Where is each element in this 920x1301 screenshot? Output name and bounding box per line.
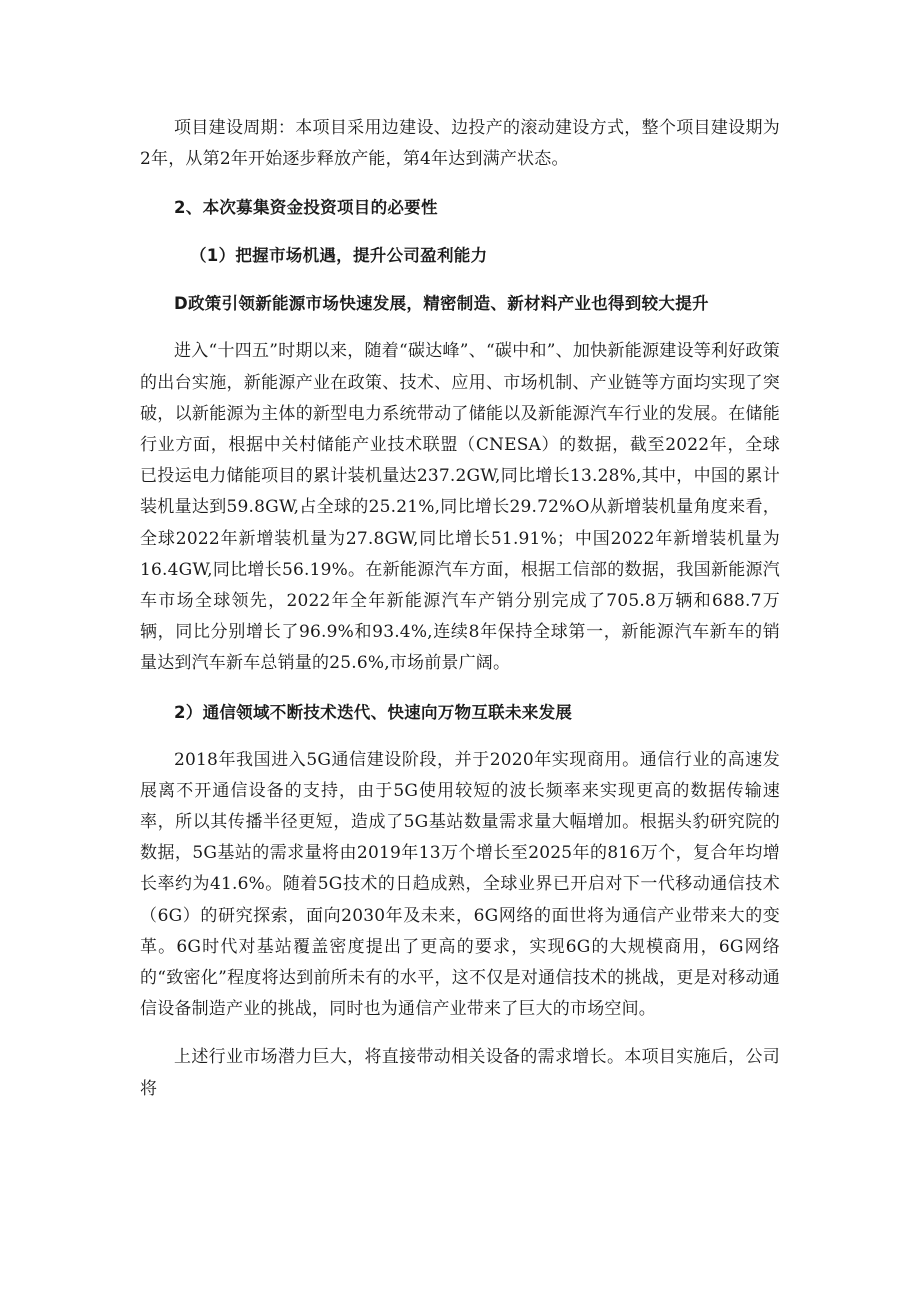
new-energy-paragraph: 进入“十四五”时期以来，随着“碳达峰”、“碳中和”、加快新能源建设等利好政策的出台实施，新能源产业在政策、技术、应用、市场机制、产业链等方面均实现了突破，以新能源为主体的新型电力系统带动了储能以及新能源汽车行业的发展。在储能行业方面，根据中关村储能产业技术联盟（CNESA）的数据，截至2022年，全球已投运电力储能项目的累计装机量达237.2GW,同比增长13.28%,其中，中国的累计装机量达到59.8GW,占全球的25.21%,同比增长29.72%O从新增装机量角度来看，全球2022年新增装机量为27.8GW,同比增长51.91%；中国2022年新增装机量为16.4GW,同比增长56.19%。在新能源汽车方面，根据工信部的数据，我国新能源汽车市场全球领先，2022年全年新能源汽车产销分别完成了705.8万辆和688.7万辆，同比分别增长了96.9%和93.4%,连续8年保持全球第一，新能源汽车新车的销量达到汽车新车总销量的25.6%,市场前景广阔。 xyxy=(140,341,780,674)
market-opportunity-heading: （1）把握市场机遇，提升公司盈利能力 xyxy=(190,246,488,266)
telecom-heading: 2）通信领域不断技术迭代、快速向万物互联未来发展 xyxy=(174,702,573,722)
construction-period-paragraph: 项目建设周期：本项目采用边建设、边投产的滚动建设方式，整个项目建设期为2年，从第2年开始逐步释放产能，第4年达到满产状态。 xyxy=(140,118,780,170)
policy-new-energy-heading: D政策引领新能源市场快速发展，精密制造、新材料产业也得到较大提升 xyxy=(174,294,709,314)
summary-paragraph: 上述行业市场潜力巨大，将直接带动相关设备的需求增长。本项目实施后，公司将 xyxy=(140,1047,780,1099)
necessity-heading: 2、本次募集资金投资项目的必要性 xyxy=(174,198,438,218)
telecom-paragraph: 2018年我国进入5G通信建设阶段，并于2020年实现商用。通信行业的高速发展离不开通信设备的支持，由于5G使用较短的波长频率来实现更高的数据传输速率，所以其传播半径更短，造成了5G基站数量需求量大幅增加。根据头豹研究院的数据，5G基站的需求量将由2019年13万个增长至2025年的816万个，复合年均增长率约为41.6%。随着5G技术的日趋成熟，全球业界已开启对下一代移动通信技术（6G）的研究探索，面向2030年及未来，6G网络的面世将为通信产业带来大的变革。6G时代对基站覆盖密度提出了更高的要求，实现6G的大规模商用，6G网络的“致密化”程度将达到前所未有的水平，这不仅是对通信技术的挑战，更是对移动通信设备制造产业的挑战，同时也为通信产业带来了巨大的市场空间。 xyxy=(140,749,780,1020)
document-body xyxy=(140,113,780,1105)
